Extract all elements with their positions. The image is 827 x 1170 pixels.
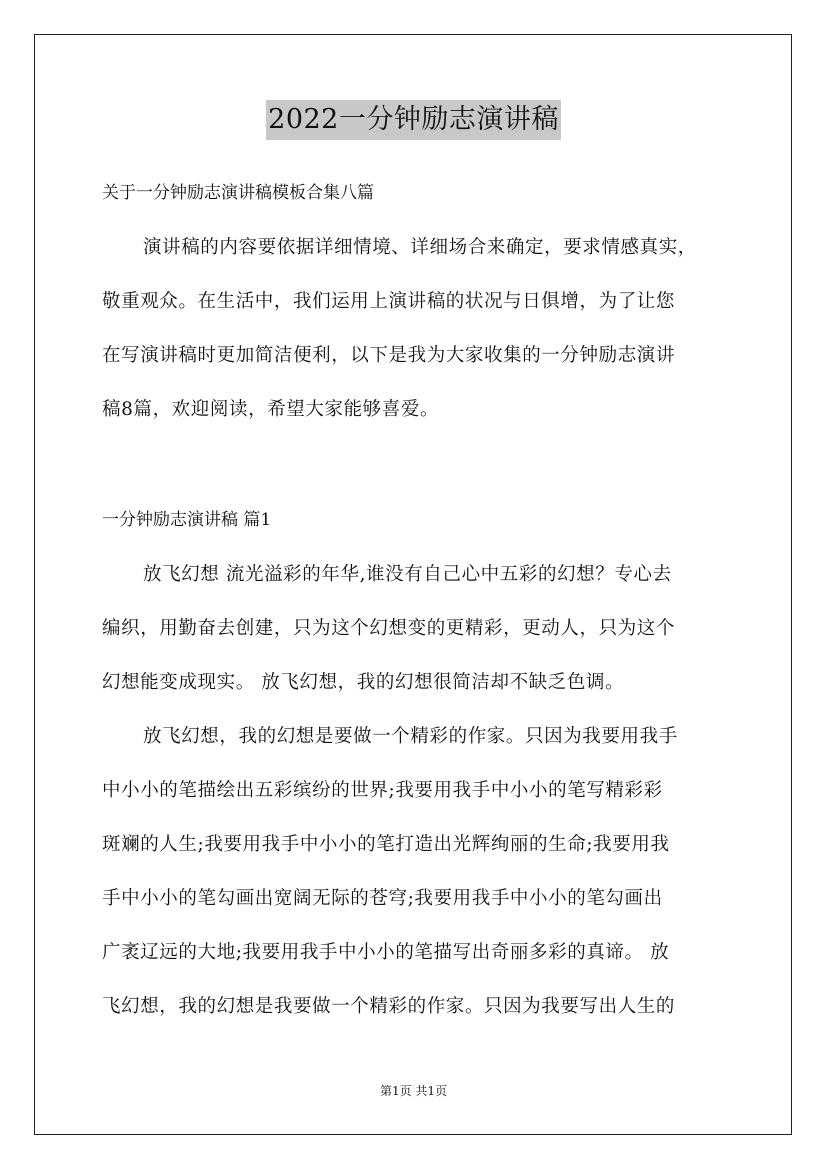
body-line: 放飞幻想，我的幻想是要做一个精彩的作家。只因为我要用我手 xyxy=(143,726,678,747)
body-line: 编织，用勤奋去创建，只为这个幻想变的更精彩，更动人，只为这个 xyxy=(102,618,676,639)
body-line: 广袤辽远的大地;我要用我手中小小的笔描写出奇丽多彩的真谛。 放 xyxy=(102,942,670,963)
document-title: 2022一分钟励志演讲稿 xyxy=(266,100,561,140)
page-footer: 第1页 共1页 xyxy=(379,1084,448,1098)
title-container xyxy=(0,100,827,140)
document-subtitle: 关于一分钟励志演讲稿模板合集八篇 xyxy=(102,183,374,203)
intro-line: 演讲稿的内容要依据详细情境、详细场合来确定，要求情感真实， xyxy=(143,237,697,258)
body-line: 中小小的笔描绘出五彩缤纷的世界;我要用我手中小小的笔写精彩彩 xyxy=(102,780,663,801)
intro-line: 敬重观众。在生活中，我们运用上演讲稿的状况与日俱增，为了让您 xyxy=(102,291,676,312)
body-line: 幻想能变成现实。 放飞幻想，我的幻想很简洁却不缺乏色调。 xyxy=(102,672,625,693)
body-line: 斑斓的人生;我要用我手中小小的笔打造出光辉绚丽的生命;我要用我 xyxy=(102,834,670,855)
body-line: 飞幻想，我的幻想是我要做一个精彩的作家。只因为我要写出人生的 xyxy=(102,996,676,1017)
body-line: 手中小小的笔勾画出宽阔无际的苍穹;我要用我手中小小的笔勾画出 xyxy=(102,888,663,909)
intro-line: 稿8篇，欢迎阅读，希望大家能够喜爱。 xyxy=(102,399,440,420)
body-line: 放飞幻想 流光溢彩的年华,谁没有自己心中五彩的幻想？专心去 xyxy=(143,564,672,585)
intro-line: 在写演讲稿时更加简洁便利，以下是我为大家收集的一分钟励志演讲 xyxy=(102,345,676,366)
section-heading: 一分钟励志演讲稿 篇1 xyxy=(102,510,272,530)
